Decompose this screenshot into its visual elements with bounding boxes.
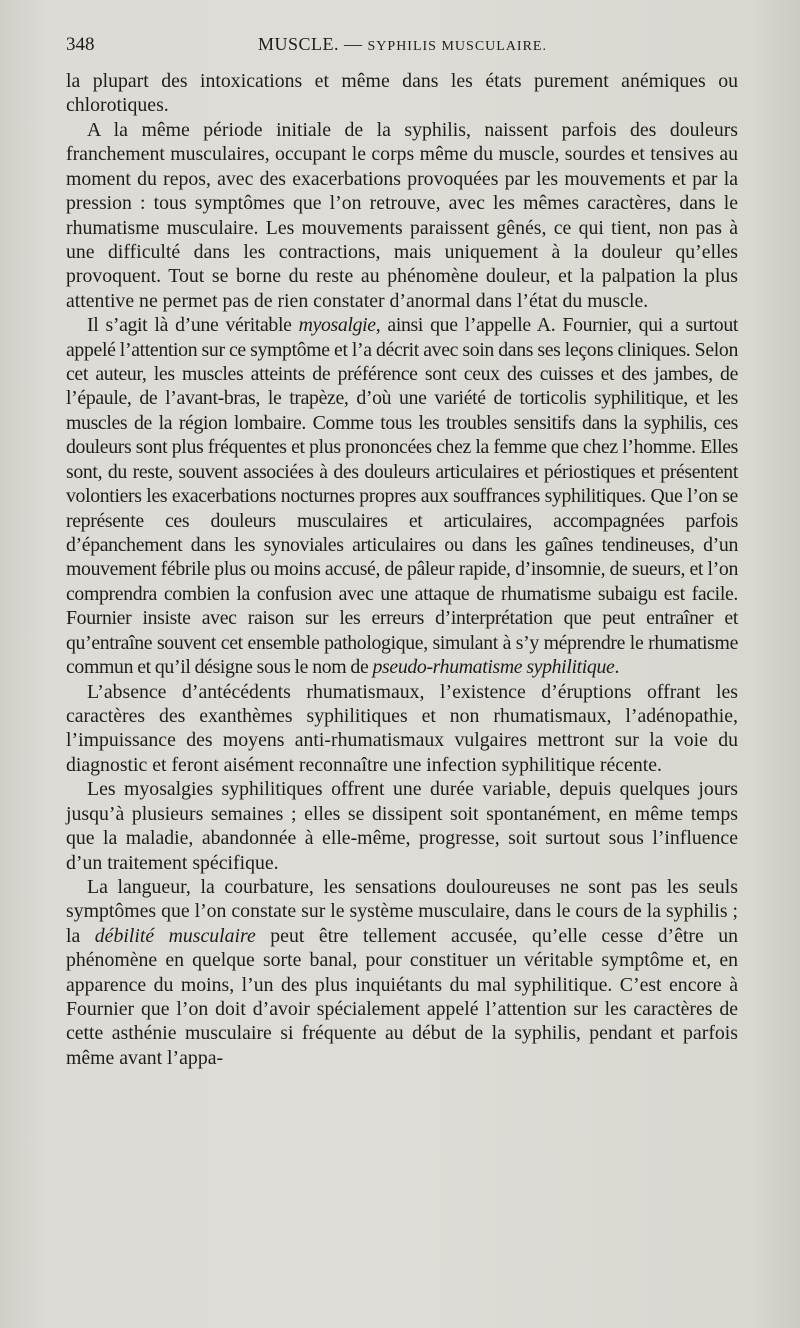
italic-term: débilité musculaire: [94, 924, 256, 947]
paragraph: [66, 313, 738, 679]
text-run: La langueur, la courbature, les sensations douloureuses ne sont pas les seuls symptômes que l’on constate sur le système musculaire, dans le cours de la syphilis ; la: [66, 875, 738, 947]
running-title: [258, 34, 547, 55]
text-run: la plupart des intoxications et même dans les états purement anémiques ou chlorotiques.: [66, 70, 738, 117]
text-run: Les myosalgies syphilitiques offrent une durée variable, depuis quelques jours jusqu’à plusieurs semaines ; elles se dissipent soit spontanément, en même temps que la maladie, abandonnée à elle-même, progresse, soit surtout sous l’influence d’un traitement spécifique.: [66, 778, 738, 874]
italic-term: pseudo-rhumatisme syphilitique: [372, 656, 615, 679]
running-title-separator: —: [339, 34, 368, 54]
running-title-main: MUSCLE.: [258, 34, 340, 54]
paragraph: [66, 680, 738, 778]
text-run: Il s’agit là d’une véritable: [87, 314, 299, 337]
running-header: [66, 34, 738, 60]
text-run: .: [614, 656, 620, 679]
text-run: A la même période initiale de la syphilis, naissent parfois des douleurs franchement musculaires, occupant le corps même du muscle, sourdes et tensives au moment du repos, avec des exacerbations provoquées par les mouvements et par la pression : tous symptômes que l’on retrouve, avec les mêmes caractères, dans le rhumatisme musculaire. Les mouvements paraissent gênés, ce qui tient, non pas à une difficulté dans les contractions, mais uniquement à la douleur qu’elles provoquent. Tout se borne du reste au phénomène douleur, et la palpation la plus attentive ne permet pas de rien constater d’anormal dans l’état du muscle.: [66, 118, 738, 312]
text-run: L’absence d’antécédents rhumatismaux, l’existence d’éruptions offrant les caractères des exanthèmes syphilitiques et non rhumatismaux, l’adénopathie, l’impuissance des moyens anti-rhumatismaux vulgaires mettront sur la voie du diagnostic et feront aisément reconnaître une infection syphilitique récente.: [66, 680, 738, 776]
running-title-sub: SYPHILIS MUSCULAIRE.: [367, 39, 547, 54]
text-run: , ainsi que l’appelle A. Fournier, qui a surtout appelé l’attention sur ce symptôme et l’a décrit avec soin dans ses leçons cliniques. Selon cet auteur, les muscles atteints de préférence sont ceux des cuisses et des jambes, de l’épaule, de l’avant-bras, le trapèze, d’où une variété de torticolis syphilitique, et les muscles de la région lombaire. Comme tous les troubles sensitifs dans la syphilis, ces douleurs sont plus fréquentes et plus prononcées chez la femme que chez l’homme. Elles sont, du reste, souvent associées à des douleurs articulaires et périostiques et présentent volontiers les exacerbations nocturnes propres aux souffrances syphilitiques. Que l’on se représente ces douleurs musculaires et articulaires, accompagnées parfois d’épanchement dans les synoviales articulaires ou dans les gaînes tendineuses, d’un mouvement fébrile plus ou moins accusé, de pâleur rapide, d’insomnie, de sueurs, et l’on comprendra combien la confusion avec une attaque de rhumatisme subaigu est facile. Fournier insiste avec raison sur les erreurs d’interprétation que peut entraîner et qu’entraîne souvent cet ensemble pathologique, simulant à s’y méprendre le rhumatisme commun et qu’il désigne sous le nom de: [66, 314, 739, 679]
paragraph: [66, 875, 738, 1070]
page-number: 348: [66, 34, 95, 55]
paragraph: [66, 69, 738, 118]
paragraph: [66, 777, 738, 875]
text-run: peut être tellement accusée, qu’elle cesse d’être un phénomène en quelque sorte banal, pour constituer un véritable symptôme et, en apparence du moins, l’un des plus inquiétants du mal syphilitique. C’est encore à Fournier que l’on doit d’avoir spécialement appelé l’attention sur les caractères de cette asthénie musculaire si fréquente au début de la syphilis, pendant et parfois même avant l’appa-: [66, 924, 738, 1069]
italic-term: myosalgie: [298, 314, 376, 337]
body-text: [66, 69, 738, 1070]
paragraph: [66, 118, 738, 313]
